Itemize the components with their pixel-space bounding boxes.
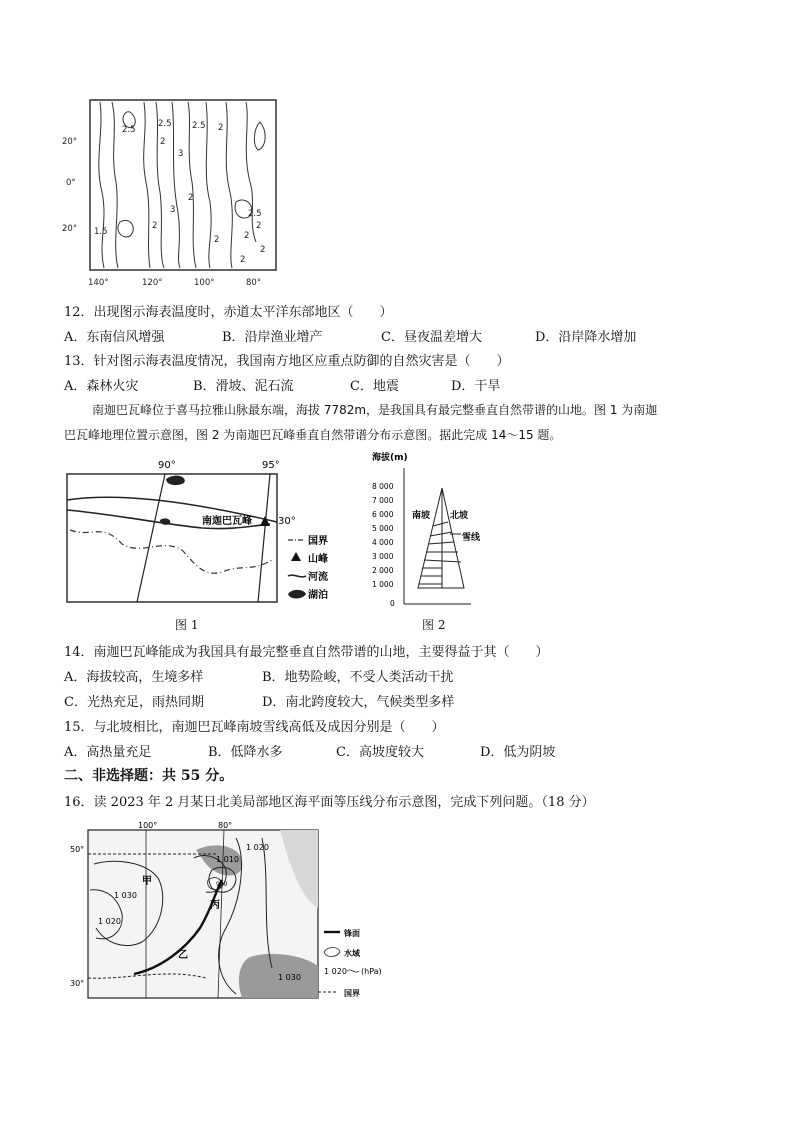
fig2-y-tick: 5 000 bbox=[372, 524, 394, 533]
question-12-stem: 12．出现图示海表温度时，赤道太平洋东部地区（ ） bbox=[64, 305, 393, 320]
isobar-label-1020-left: 1 020 bbox=[98, 917, 121, 926]
fig2-y-tick: 0 bbox=[390, 599, 395, 608]
lon-label-80: 80° bbox=[218, 821, 233, 830]
lat-label-50: 50° bbox=[70, 845, 85, 854]
sst-contour-map bbox=[60, 92, 290, 292]
contour-label: 2 bbox=[218, 123, 224, 133]
peak-label: 南迦巴瓦峰 bbox=[202, 516, 252, 527]
legend-isobar-unit: (hPa) bbox=[361, 967, 382, 976]
snowline-label: 雪线 bbox=[462, 533, 481, 543]
legend-lake-label: 湖泊 bbox=[308, 590, 328, 601]
lat-label-30: 30° bbox=[278, 516, 296, 527]
passage-line-2: 巴瓦峰地理位置示意图，图 2 为南迦巴瓦峰垂直自然带谱分布示意图。据此完成 14～15 题。 bbox=[64, 428, 562, 442]
legend-water-label: 水域 bbox=[344, 949, 360, 958]
lon-label-120: 120° bbox=[142, 278, 163, 288]
question-14-option-b: B．地势险峻，不受人类活动干扰 bbox=[262, 670, 454, 685]
question-13-option-d: D．干旱 bbox=[451, 379, 501, 394]
question-15-option-b: B．低降水多 bbox=[208, 745, 283, 760]
figure-1-location-map bbox=[62, 452, 362, 612]
question-14-option-c: C．光热充足，雨热同期 bbox=[64, 695, 204, 710]
question-12-option-a: A．东南信风增强 bbox=[64, 330, 165, 345]
contour-label: 2.5 bbox=[158, 119, 172, 129]
question-12-option-b: B．沿岸渔业增产 bbox=[222, 330, 323, 345]
legend-border-label: 国界 bbox=[344, 989, 360, 998]
point-bing-label: 丙 bbox=[210, 900, 220, 911]
contour-label: 1.5 bbox=[94, 227, 108, 237]
question-14-option-d: D．南北跨度较大，气候类型多样 bbox=[262, 695, 455, 710]
contour-label: 2 bbox=[188, 193, 194, 203]
question-13-option-c: C．地震 bbox=[350, 379, 399, 394]
lon-label-100: 100° bbox=[138, 821, 158, 830]
question-15-option-a: A．高热量充足 bbox=[64, 745, 152, 760]
lon-label-100: 100° bbox=[194, 278, 215, 288]
question-14-option-a: A．海拔较高，生境多样 bbox=[64, 670, 204, 685]
fig2-y-tick: 4 000 bbox=[372, 538, 394, 547]
contour-label: 2.5 bbox=[192, 121, 206, 131]
contour-label: 2 bbox=[214, 235, 220, 245]
contour-label: 2 bbox=[244, 231, 250, 241]
fig2-y-tick: 6 000 bbox=[372, 510, 394, 519]
contour-label: 3 bbox=[170, 205, 176, 215]
legend-front-label: 锋面 bbox=[344, 929, 360, 938]
figure-2-caption: 图 2 bbox=[422, 618, 446, 632]
contour-label: 2 bbox=[260, 245, 266, 255]
isobar-label-1020-top: 1 020 bbox=[246, 843, 269, 852]
fig2-y-tick: 1 000 bbox=[372, 580, 394, 589]
legend-isobar-label: 1 020 bbox=[324, 967, 347, 976]
contour-label: 2.5 bbox=[248, 209, 262, 219]
question-15-stem: 15．与北坡相比，南迦巴瓦峰南坡雪线高低及成因分别是（ ） bbox=[64, 720, 445, 735]
figure-2-vertical-zonation bbox=[366, 448, 496, 613]
fig2-y-tick: 7 000 bbox=[372, 496, 394, 505]
contour-label: 2 bbox=[152, 221, 158, 231]
lon-label-90: 90° bbox=[158, 460, 176, 471]
lon-label-140: 140° bbox=[88, 278, 109, 288]
lat-label-0: 0° bbox=[66, 178, 76, 188]
question-12-option-d: D．沿岸降水增加 bbox=[535, 330, 637, 345]
legend-peak-label: 山峰 bbox=[308, 554, 328, 565]
lat-label-30: 30° bbox=[70, 979, 85, 988]
isobar-label-1030-left: 1 030 bbox=[114, 891, 137, 900]
passage-line-1: 南迦巴瓦峰位于喜马拉雅山脉最东端，海拔 7782m，是我国具有最完整垂直自然带谱的山地。图 1 为南迦 bbox=[92, 403, 658, 417]
question-16-stem: 16．读 2023 年 2 月某日北美局部地区海平面等压线分布示意图，完成下列问题。（18 分） bbox=[64, 795, 595, 810]
contour-label: 3 bbox=[178, 149, 184, 159]
fig2-y-tick: 3 000 bbox=[372, 552, 394, 561]
question-14-stem: 14．南迦巴瓦峰能成为我国具有最完整垂直自然带谱的山地，主要得益于其（ ） bbox=[64, 645, 549, 660]
question-15-option-c: C．高坡度较大 bbox=[336, 745, 424, 760]
isobar-label-1010: 1 010 bbox=[216, 855, 239, 864]
isobar-label-1030-bottom: 1 030 bbox=[278, 973, 301, 982]
north-slope-label: 北坡 bbox=[450, 511, 469, 521]
lon-label-80: 80° bbox=[246, 278, 262, 288]
lat-label-20s: 20° bbox=[62, 224, 78, 234]
point-jia-label: 甲 bbox=[142, 876, 152, 887]
question-13-option-b: B．滑坡、泥石流 bbox=[193, 379, 294, 394]
question-15-option-d: D．低为阴坡 bbox=[480, 745, 556, 760]
contour-label: 2.5 bbox=[122, 125, 136, 135]
question-12-option-c: C．昼夜温差增大 bbox=[381, 330, 482, 345]
contour-label: 2 bbox=[240, 255, 246, 265]
contour-label: 2 bbox=[160, 137, 166, 147]
figure-3-isobar-map bbox=[66, 818, 396, 1008]
point-yi-label: 乙 bbox=[178, 950, 188, 961]
isobar-label-990: 990 bbox=[216, 881, 228, 888]
south-slope-label: 南坡 bbox=[412, 511, 431, 521]
legend-border-label: 国界 bbox=[308, 536, 328, 547]
lon-label-95: 95° bbox=[262, 460, 280, 471]
legend-river-label: 河流 bbox=[308, 572, 328, 583]
section-2-title: 二、非选择题：共 55 分。 bbox=[64, 768, 234, 784]
figure-1-caption: 图 1 bbox=[175, 618, 199, 632]
lat-label-20n: 20° bbox=[62, 137, 78, 147]
fig2-y-title: 海拔(m) bbox=[372, 453, 408, 463]
fig2-y-tick: 2 000 bbox=[372, 566, 394, 575]
question-13-option-a: A．森林火灾 bbox=[64, 379, 139, 394]
contour-label: 2 bbox=[256, 221, 262, 231]
question-13-stem: 13．针对图示海表温度情况，我国南方地区应重点防御的自然灾害是（ ） bbox=[64, 354, 510, 369]
fig2-y-tick: 8 000 bbox=[372, 482, 394, 491]
